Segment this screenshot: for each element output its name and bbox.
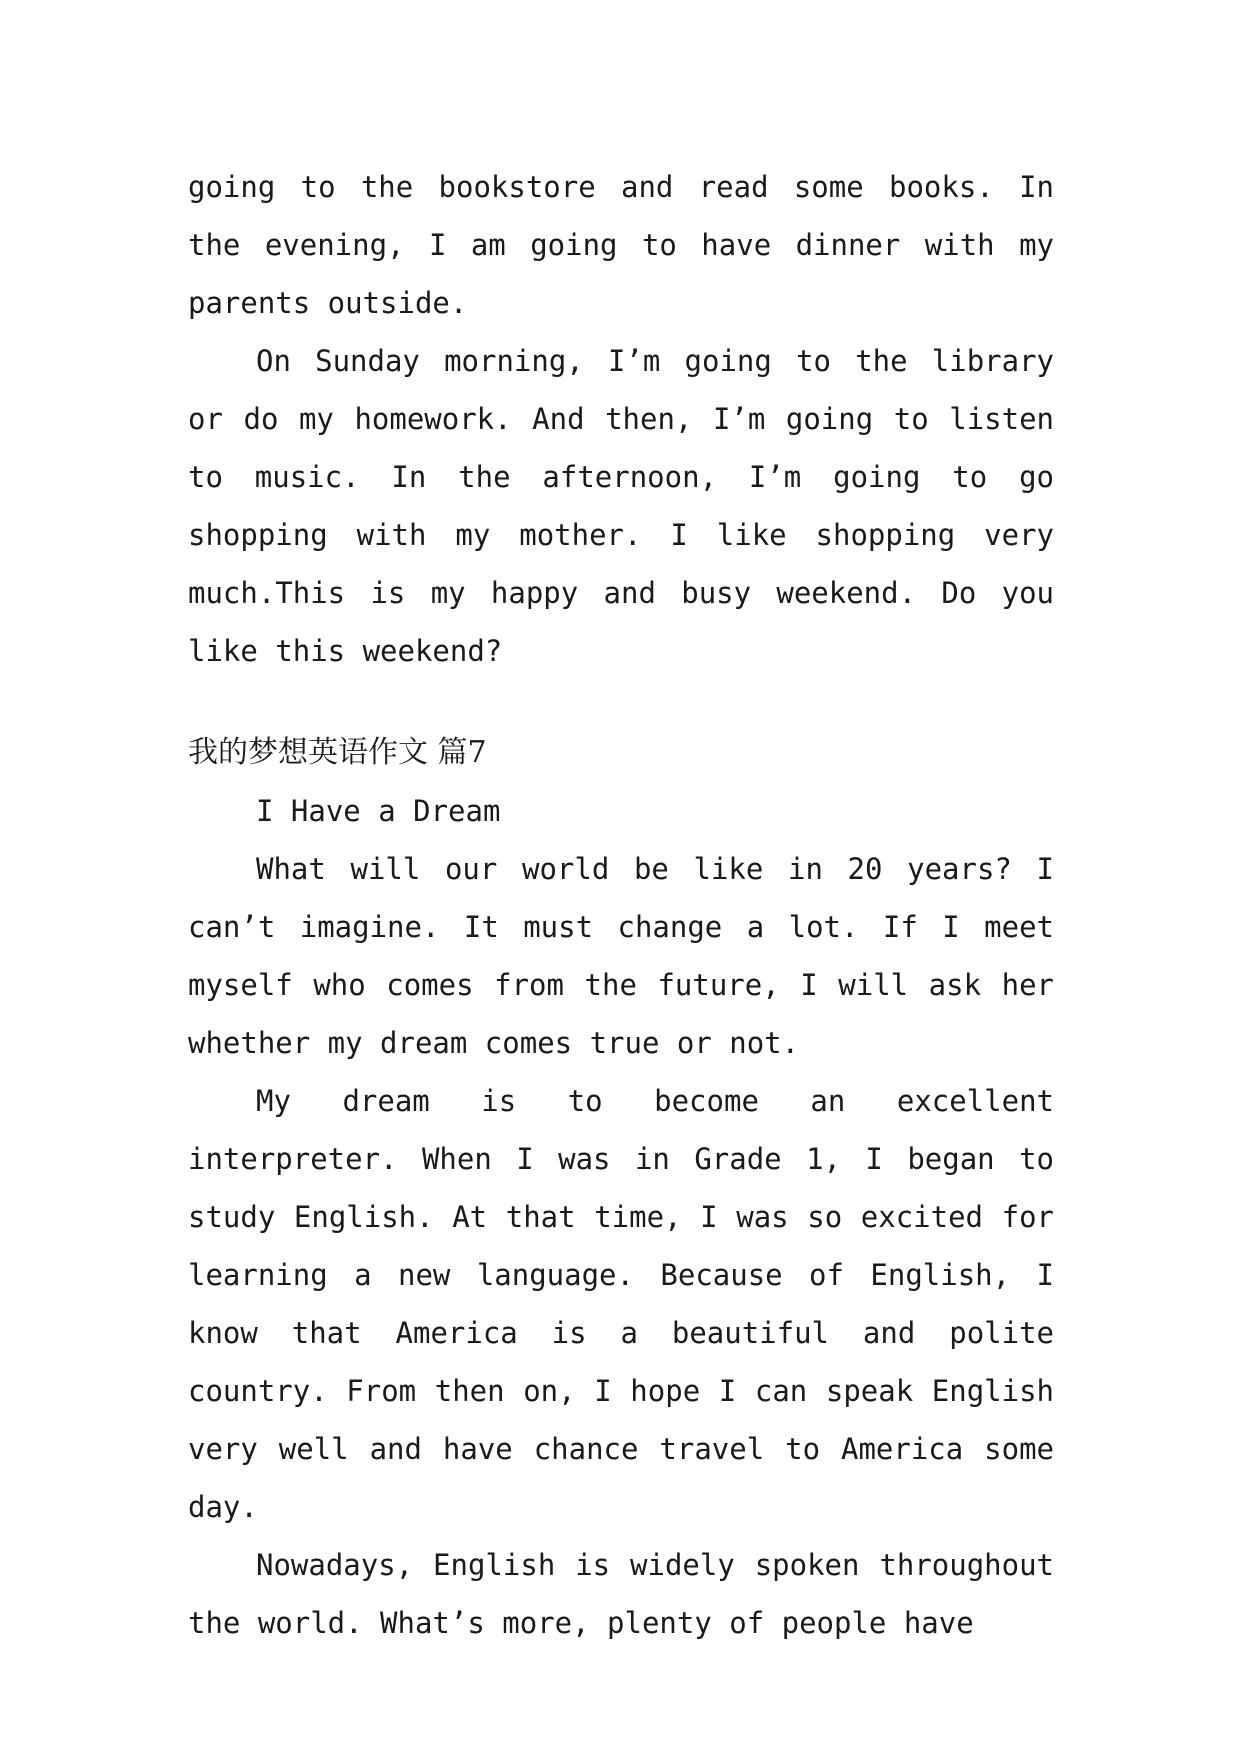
paragraph-continuation: going to the bookstore and read some books. In the evening, I am going to have dinner with my parents outside. [188,170,1054,320]
document-body [188,158,1054,1652]
paragraph-nowadays: Nowadays, English is widely spoken throughout the world. What’s more, plenty of people have [188,1548,1054,1640]
paragraph-dream-interpreter: My dream is to become an excellent interpreter. When I was in Grade 1, I began to study English. At that time, I was so excited for learning a new language. Because of English, I know that America is a beautiful and polite country. From then on, I hope I can speak English very well and have chance travel to America some day. [188,1084,1054,1524]
paragraph-world-future: What will our world be like in 20 years? I can’t imagine. It must change a lot. If I meet myself who comes from the future, I will ask her whether my dream comes true or not. [188,852,1054,1060]
essay-heading: 我的梦想英语作文 篇7 [188,735,487,770]
paragraph-sunday: On Sunday morning, I’m going to the library or do my homework. And then, I’m going to listen to music. In the afternoon, I’m going to go shopping with my mother. I like shopping very much.This is my happy and busy weekend. Do you like this weekend? [188,344,1054,668]
essay-title: I Have a Dream [256,794,501,828]
section-spacer [188,680,1054,724]
